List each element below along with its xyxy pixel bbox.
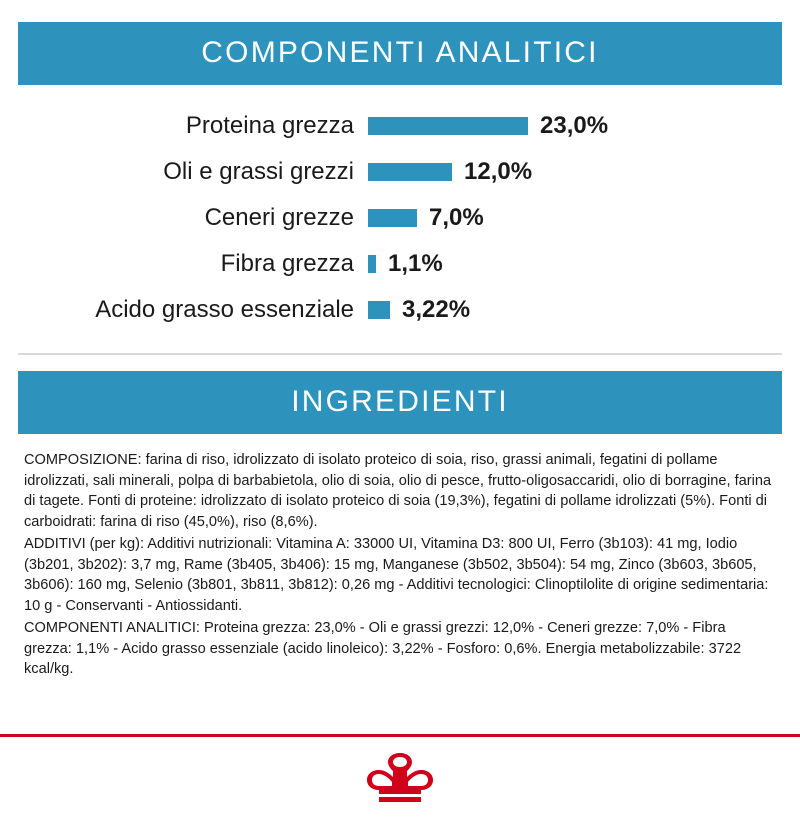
- chart-row: [24, 241, 776, 287]
- composition-paragraph: COMPOSIZIONE: farina di riso, idrolizzato di isolato proteico di soia, riso, grassi animali, fegatini di pollame idrolizzati, sali minerali, polpa di barbabietola, olio di soia, olio di pesce, frutto-oligosaccaridi, olio di borragine, farina di tagete. Fonti di proteine: idrolizzato di isolato proteico di soia (19,3%), fegatini di pollame idrolizzati (5%). Fonti di carboidrati: farina di riso (45,0%), riso (8,6%).: [24, 452, 772, 530]
- chart-bar: [368, 301, 390, 319]
- ingredients-text-block: [0, 434, 800, 680]
- chart-row: [24, 149, 776, 195]
- chart-bar-wrap: [368, 204, 776, 232]
- chart-bar-wrap: [368, 296, 776, 324]
- analytic-constituents-paragraph: COMPONENTI ANALITICI: Proteina grezza: 23,0% - Oli e grassi grezzi: 12,0% - Ceneri grezze: 7,0% - Fibra grezza: 1,1% - Acido grasso essenziale (acido linoleico): 3,22% - Fosforo: 0,6%. Energia metabolizzabile: 3722 kcal/kg.: [24, 620, 742, 677]
- additives-paragraph: ADDITIVI (per kg): Additivi nutrizionali: Vitamina A: 33000 UI, Vitamina D3: 800 UI, Ferro (3b103): 41 mg, Iodio (3b201, 3b202): 3,7 mg, Rame (3b405, 3b406): 15 mg, Manganese (3b502, 3b504): 54 mg, Zinco (3b603, 3b605, 3b606): 160 mg, Selenio (3b801, 3b811, 3b812): 0,26 mg - Additivi tecnologici: Clinoptilolite di origine sedimentaria: 10 g - Conservanti - Antiossidanti.: [24, 536, 769, 614]
- chart-row: [24, 287, 776, 333]
- analytic-constituents-header: COMPONENTI ANALITICI: [18, 22, 782, 85]
- page-footer: [0, 734, 800, 822]
- chart-bar-wrap: [368, 112, 776, 140]
- chart-label: Oli e grassi grezzi: [163, 158, 354, 185]
- chart-value: 23,0%: [540, 112, 609, 139]
- chart-label: Acido grasso essenziale: [95, 296, 354, 323]
- chart-row: [24, 195, 776, 241]
- chart-label: Fibra grezza: [220, 250, 354, 277]
- brand-logo: [0, 737, 800, 819]
- section-divider: [18, 353, 782, 355]
- chart-label: Proteina grezza: [185, 112, 354, 139]
- chart-bar: [368, 255, 376, 273]
- ingredients-header: INGREDIENTI: [18, 371, 782, 434]
- chart-value: 1,1%: [388, 250, 443, 277]
- chart-bar-wrap: [368, 158, 776, 186]
- product-info-page: [0, 22, 800, 822]
- chart-value: 12,0%: [464, 158, 533, 185]
- chart-value: 3,22%: [402, 296, 471, 323]
- analytic-constituents-chart: [0, 85, 800, 343]
- chart-value: 7,0%: [429, 204, 484, 231]
- chart-row: [24, 103, 776, 149]
- chart-bar-wrap: [368, 250, 776, 278]
- chart-bar: [368, 117, 528, 135]
- chart-bar: [368, 163, 452, 181]
- chart-bar: [368, 209, 417, 227]
- chart-label: Ceneri grezze: [204, 204, 354, 231]
